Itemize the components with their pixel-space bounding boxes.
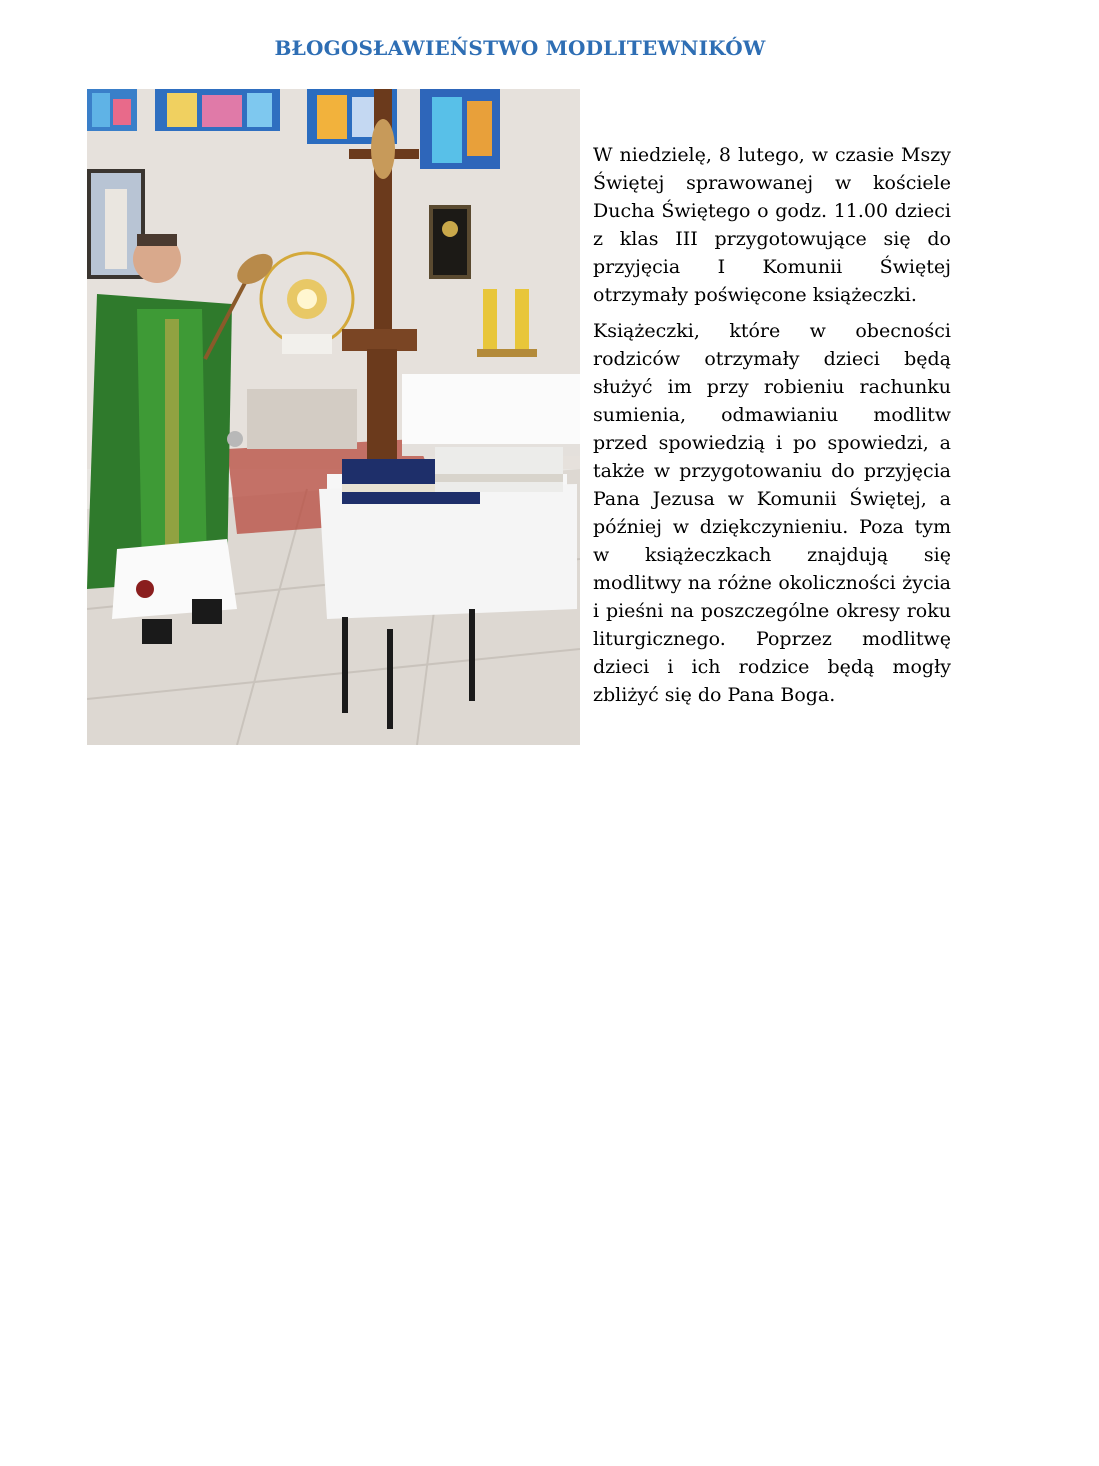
- paragraph: W niedzielę, 8 lutego, w czasie Mszy Świętej sprawowanej w kościele Ducha Świętego o godz. 11.00 dzieci z klas III przygotowujące się do przyjęcia I Komunii Świętej otrzymały poświęcone książeczki.: [593, 144, 951, 306]
- church-photo: [87, 89, 580, 745]
- article-body: [593, 141, 951, 717]
- page-title: BŁOGOSŁAWIEŃSTWO MODLITEWNIKÓW: [274, 36, 766, 60]
- paragraph: Książeczki, które w obecności rodziców otrzymały dzieci będą służyć im przy robieniu rachunku sumienia, odmawianiu modlitw przed spowiedzią i po spowiedzi, a także w przygotowaniu do przyjęcia Pana Jezusa w Komunii Świętej, a później w dziękczynieniu. Poza tym w książeczkach znajdują się modlitwy na różne okoliczności życia i pieśni na poszczególne okresy roku liturgicznego. Poprzez modlitwę dzieci i ich rodzice będą mogły zbliżyć się do Pana Boga.: [593, 320, 951, 706]
